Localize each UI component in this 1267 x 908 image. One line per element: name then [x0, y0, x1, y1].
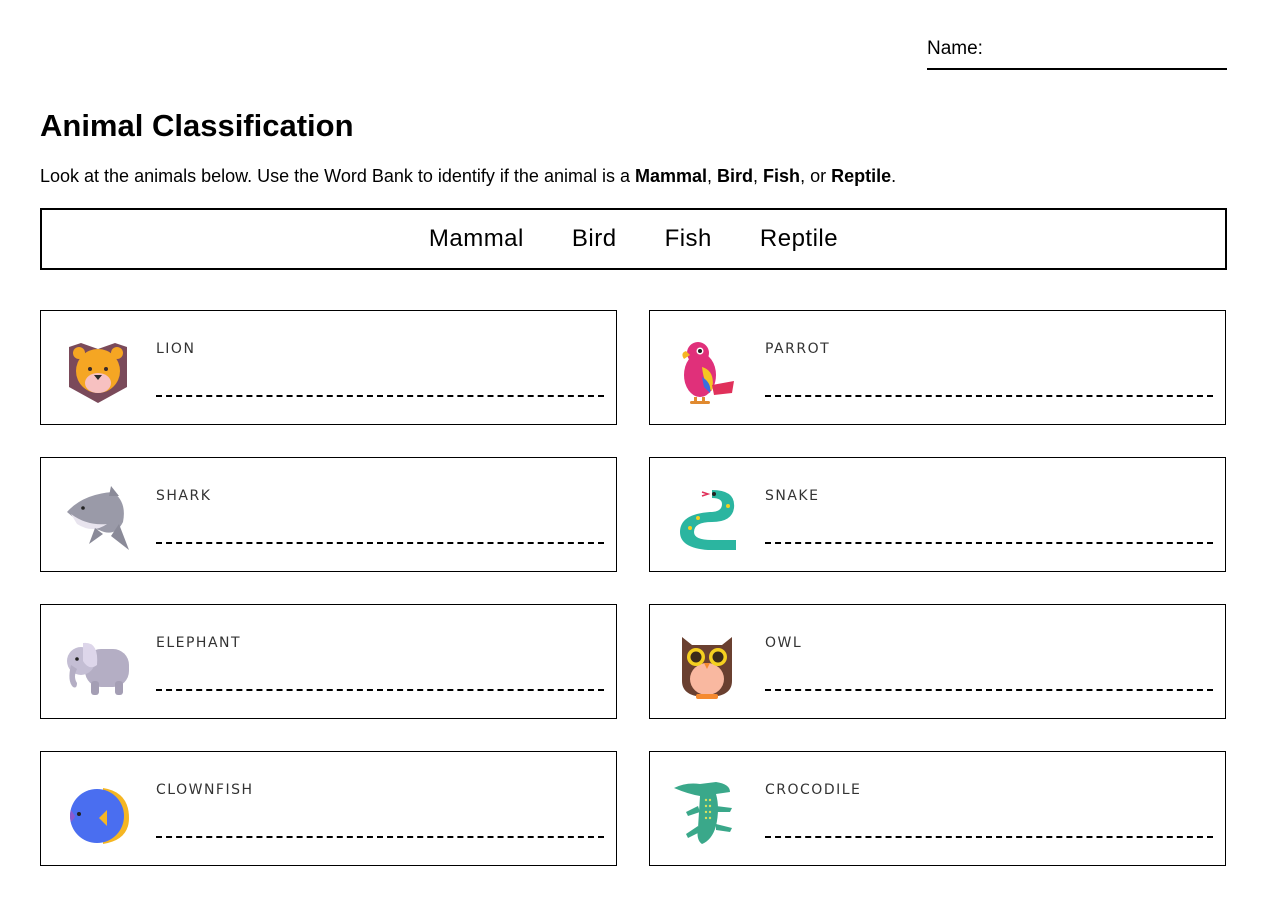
elephant-icon — [63, 631, 133, 701]
answer-line[interactable] — [765, 836, 1213, 838]
name-label: Name: — [927, 38, 983, 59]
answer-line[interactable] — [156, 395, 604, 397]
answer-line[interactable] — [765, 395, 1213, 397]
parrot-icon — [672, 337, 742, 407]
shark-icon — [63, 484, 133, 554]
word-bank-item: Reptile — [759, 225, 839, 252]
word-bank — [40, 208, 1227, 270]
animal-card-crocodile — [649, 751, 1226, 866]
animal-card-owl — [649, 604, 1226, 719]
animal-label: CROCODILE — [765, 782, 862, 798]
word-bank-item: Mammal — [428, 225, 524, 252]
answer-line[interactable] — [156, 689, 604, 691]
word-bank-item: Bird — [571, 225, 617, 252]
crocodile-icon — [672, 778, 742, 848]
animal-label: ELEPHANT — [156, 635, 242, 651]
snake-icon — [672, 484, 742, 554]
animal-card-clownfish — [40, 751, 617, 866]
answer-line[interactable] — [765, 542, 1213, 544]
answer-line[interactable] — [765, 689, 1213, 691]
lion-icon — [63, 337, 133, 407]
page-title: Animal Classification — [40, 108, 354, 143]
animal-label: CLOWNFISH — [156, 782, 254, 798]
animal-card-parrot — [649, 310, 1226, 425]
animal-card-snake — [649, 457, 1226, 572]
animal-card-elephant — [40, 604, 617, 719]
instructions: Look at the animals below. Use the Word Bank to identify if the animal is a Mammal, Bird, Fish, or Reptile. — [40, 166, 897, 186]
animal-label: LION — [156, 341, 196, 357]
animal-card-shark — [40, 457, 617, 572]
animal-label: SNAKE — [765, 488, 820, 504]
word-bank-item: Fish — [664, 225, 712, 252]
animal-label: OWL — [765, 635, 803, 651]
animal-label: PARROT — [765, 341, 831, 357]
owl-icon — [672, 631, 742, 701]
animal-label: SHARK — [156, 488, 212, 504]
answer-line[interactable] — [156, 542, 604, 544]
clownfish-icon — [63, 778, 133, 848]
name-field[interactable] — [927, 38, 1227, 70]
answer-line[interactable] — [156, 836, 604, 838]
animal-card-lion — [40, 310, 617, 425]
